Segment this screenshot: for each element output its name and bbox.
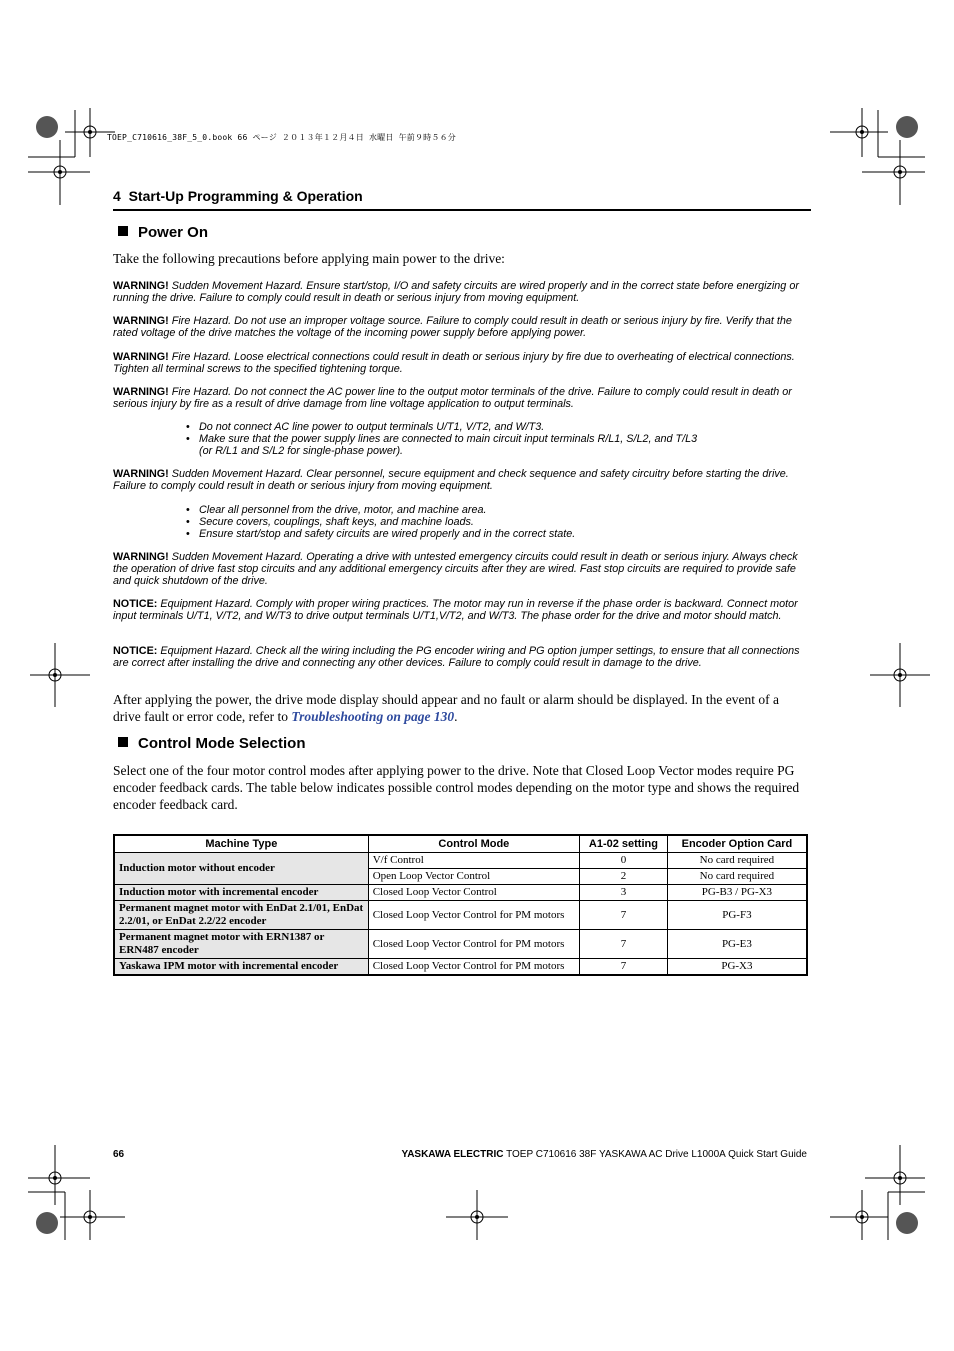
machine-type-cell: Induction motor without encoder [114,853,368,885]
list-item: • Make sure that the power supply lines are connected to main circuit input terminals R/L1, S/L2, and T/L3 [186,433,786,445]
card-cell: PG-F3 [667,901,807,930]
column-header: Encoder Option Card [667,835,807,853]
control-mode-cell: Closed Loop Vector Control for PM motors [368,959,579,976]
machine-type-cell: Yaskawa IPM motor with incremental encoder [114,959,368,976]
control-mode-cell: V/f Control [368,853,579,869]
list-item-continuation: (or R/L1 and S/L2 for single-phase power). [199,445,404,457]
column-header: Machine Type [114,835,368,853]
machine-type-cell: Permanent magnet motor with EnDat 2.1/01, EnDat 2.2/01, or EnDat 2.2/22 encoder [114,901,368,930]
card-cell: PG-E3 [667,930,807,959]
control-mode-table [113,834,808,976]
page-number: 66 [113,1149,125,1160]
control-mode-heading: Control Mode Selection [118,735,306,752]
table-row [114,853,807,869]
table-header-row [114,835,807,853]
control-mode-cell: Closed Loop Vector Control for PM motors [368,930,579,959]
setting-cell: 7 [580,930,668,959]
bullet-list [186,421,786,457]
troubleshooting-link[interactable]: Troubleshooting on page 130 [291,709,455,724]
setting-cell: 3 [580,885,668,901]
card-cell: PG-B3 / PG-X3 [667,885,807,901]
control-mode-intro: Select one of the four motor control modes after applying power to the drive. Note that Closed Loop Vector modes require PG encoder feedback cards. The table below indicates possible control modes depending on the motor type and shows the required encoder feedback card. [113,763,800,812]
running-header [113,187,811,211]
column-header: A1-02 setting [580,835,668,853]
warning-note: WARNING! Fire Hazard. Do not use an improper voltage source. Failure to comply could result in death or serious injury by fire. Verify that the rated voltage of the drive matches the voltage of the incoming power supply before applying power. [113,315,792,339]
bullet-list [186,504,786,540]
print-slug: TOEP_C710616_38F_5_0.book 66 ページ ２０１３年１２月４日 水曜日 午前９時５６分 [107,133,456,142]
warning-note: WARNING! Sudden Movement Hazard. Operating a drive with untested emergency circuits could result in death or serious injury. Always check the operation of drive fast stop circuits and any additional emergency circuits after they are wired. Fast stop circuits are required to provide safe and quick shutdown of the drive. [113,551,798,587]
column-header: Control Mode [368,835,579,853]
table-row [114,901,807,930]
warning-note: WARNING! Sudden Movement Hazard. Clear personnel, secure equipment and check sequence and safety circuitry before starting the drive. Failure to comply could result in death or serious injury from moving equipment. [113,468,789,492]
notice-note: NOTICE: Equipment Hazard. Check all the wiring including the PG encoder wiring and PG option jumper settings, to ensure that all connections are correct after installing the drive and connecting any other devices. Failure to comply could result in damage to the drive. [113,645,800,669]
footer-brand: YASKAWA ELECTRIC [401,1149,504,1160]
card-cell: No card required [667,853,807,869]
table-row [114,959,807,976]
section-number: 4 [113,188,121,204]
section-title: Start-Up Programming & Operation [128,188,363,204]
control-mode-cell: Open Loop Vector Control [368,869,579,885]
setting-cell: 7 [580,959,668,976]
heading-square-icon [118,737,128,747]
warning-note: WARNING! Sudden Movement Hazard. Ensure start/stop, I/O and safety circuits are wired properly and in the correct state before energizing or running the drive. Failure to comply could result in death or serious injury from moving equipment. [113,280,799,304]
after-power-paragraph: After applying the power, the drive mode display should appear and no fault or alarm should be displayed. In the event of a drive fault or error code, refer to Troubleshooting on page 130. [113,692,780,724]
power-on-intro: Take the following precautions before applying main power to the drive: [113,251,505,266]
setting-cell: 2 [580,869,668,885]
card-cell: No card required [667,869,807,885]
list-item: • Clear all personnel from the drive, motor, and machine area. [186,504,786,516]
setting-cell: 0 [580,853,668,869]
control-mode-cell: Closed Loop Vector Control [368,885,579,901]
card-cell: PG-X3 [667,959,807,976]
warning-note: WARNING! Fire Hazard. Do not connect the AC power line to the output motor terminals of the drive. Failure to comply could result in death or serious injury by fire as a result of drive damage from line voltage application to output terminals. [113,386,792,410]
list-item: • Do not connect AC line power to output terminals U/T1, V/T2, and W/T3. [186,421,786,433]
table-row [114,930,807,959]
footer-doc-title: TOEP C710616 38F YASKAWA AC Drive L1000A Quick Start Guide [503,1149,807,1160]
control-mode-cell: Closed Loop Vector Control for PM motors [368,901,579,930]
machine-type-cell: Permanent magnet motor with ERN1387 or ERN487 encoder [114,930,368,959]
notice-note: NOTICE: Equipment Hazard. Comply with proper wiring practices. The motor may run in reverse if the phase order is backward. Connect motor input terminals U/T1, V/T2, and W/T3 to drive output terminals U/T1,V/T2, and W/T3. The phase order for the drive and motor should match. [113,598,798,622]
power-on-heading: Power On [118,224,208,241]
list-item: • Ensure start/stop and safety circuits are wired properly and in the correct state. [186,528,786,540]
list-item: • Secure covers, couplings, shaft keys, and machine loads. [186,516,786,528]
machine-type-cell: Induction motor with incremental encoder [114,885,368,901]
footer-doc-info [401,1149,807,1160]
table-row [114,885,807,901]
setting-cell: 7 [580,901,668,930]
heading-square-icon [118,226,128,236]
warning-note: WARNING! Fire Hazard. Loose electrical connections could result in death or serious injury by fire due to overheating of electrical connections. Tighten all terminal screws to the specified tightening torque. [113,351,795,375]
